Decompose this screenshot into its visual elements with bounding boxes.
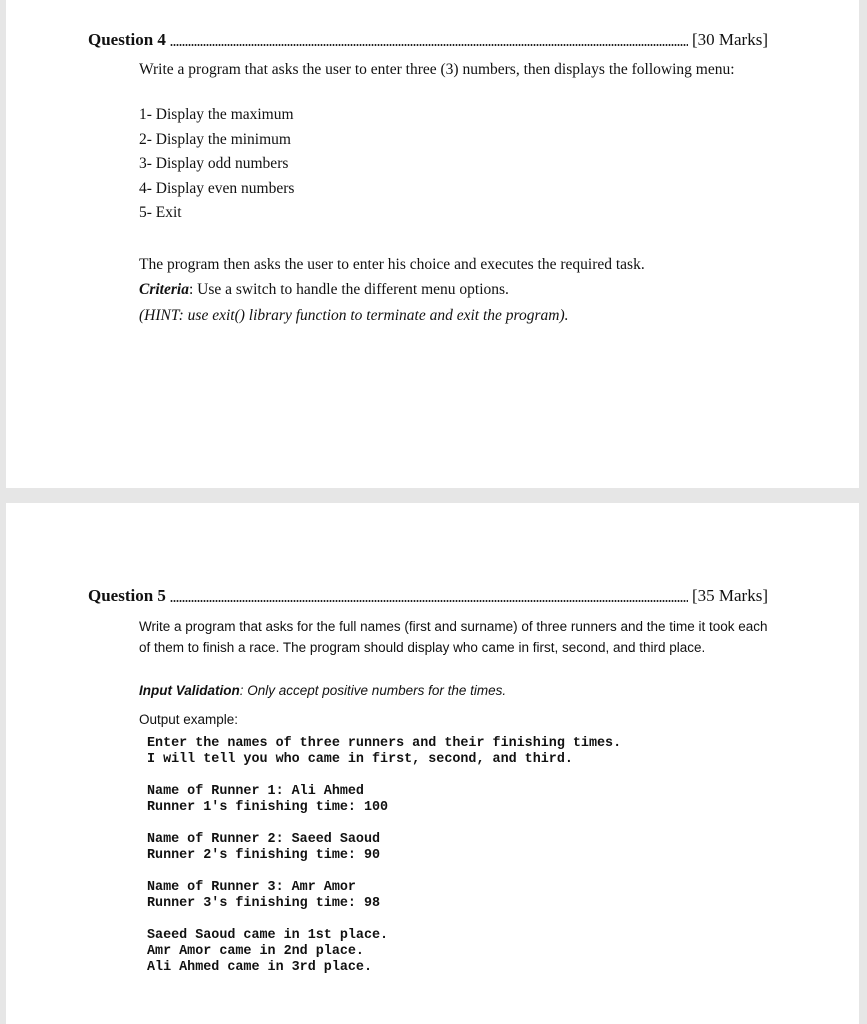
- question-4-menu: [139, 103, 779, 226]
- output-line: Saeed Saoud came in 1st place.: [147, 928, 389, 943]
- question-5-validation: [139, 680, 779, 701]
- menu-item: 2- Display the minimum: [139, 130, 291, 148]
- criteria-text: : Use a switch to handle the different menu options.: [188, 281, 509, 298]
- question-5-marks: [35 Marks]: [691, 586, 768, 605]
- menu-item: 3- Display odd numbers: [139, 155, 289, 172]
- page-question-4: [6, 0, 859, 488]
- question-5-intro: Write a program that asks for the full names (first and surname) of three runners and the time it took each of them to finish a race. The program should display who came in first, second, and third place.: [139, 619, 768, 655]
- menu-item: 1- Display the maximum: [139, 106, 294, 123]
- question-5-heading: [88, 586, 768, 606]
- question-5-title: Question 5: [88, 586, 166, 605]
- page-question-5: [6, 503, 859, 1024]
- question-4-title: Question 4: [88, 30, 166, 49]
- output-line: [147, 864, 621, 880]
- leader-dots: [170, 600, 688, 602]
- question-4-hint: (HINT: use exit() library function to terminate and exit the program).: [139, 307, 569, 324]
- output-line: Runner 1's finishing time: 100: [147, 800, 389, 815]
- output-line: Amr Amor came in 2nd place.: [147, 944, 364, 959]
- validation-text: : Only accept positive numbers for the times.: [239, 683, 507, 698]
- menu-item: 4- Display even numbers: [139, 179, 295, 197]
- output-line: Ali Ahmed came in 3rd place.: [147, 960, 372, 975]
- criteria-label: Criteria: [139, 281, 189, 298]
- output-line: Runner 3's finishing time: 98: [147, 896, 381, 911]
- leader-dots: [170, 44, 688, 46]
- output-example-code: [147, 736, 621, 976]
- output-line: [147, 912, 621, 928]
- output-line: I will tell you who came in first, second, and third.: [147, 752, 573, 767]
- output-line: Name of Runner 1: Ali Ahmed: [147, 784, 364, 799]
- output-line: Enter the names of three runners and their finishing times.: [147, 736, 622, 751]
- output-line: Runner 2's finishing time: 90: [147, 848, 381, 863]
- question-4-body: The program then asks the user to enter his choice and executes the required task.: [139, 256, 645, 273]
- output-line: Name of Runner 2: Saeed Saoud: [147, 832, 381, 847]
- question-4-criteria: [139, 279, 779, 301]
- question-4-intro: Write a program that asks the user to enter three (3) numbers, then displays the following menu:: [139, 61, 735, 78]
- output-line: Name of Runner 3: Amr Amor: [147, 880, 356, 895]
- output-example-label: Output example:: [139, 712, 239, 727]
- question-4-marks: [30 Marks]: [691, 30, 768, 49]
- output-line: [147, 816, 621, 832]
- menu-item: 5- Exit: [139, 204, 182, 221]
- question-4-heading: [88, 30, 768, 50]
- output-line: [147, 768, 621, 784]
- validation-label: Input Validation: [139, 683, 240, 698]
